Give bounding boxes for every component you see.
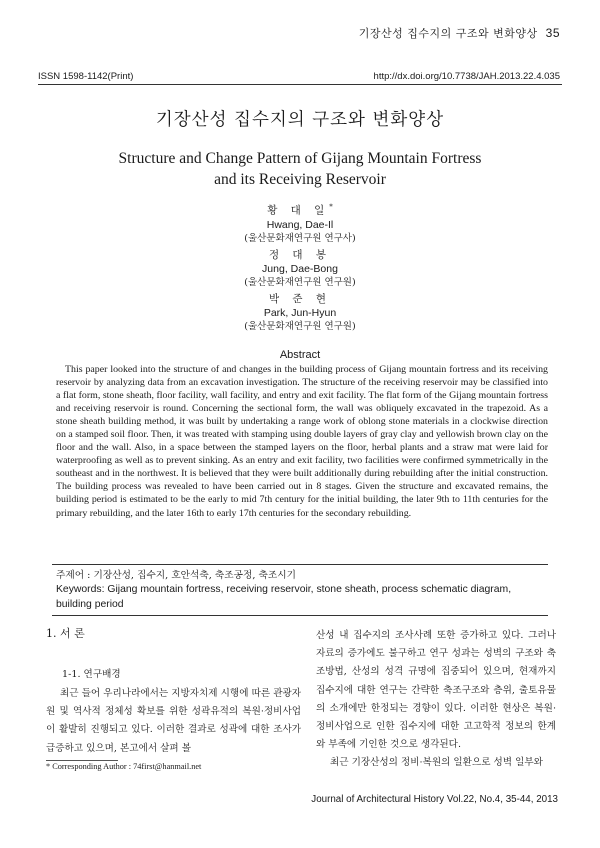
running-head xyxy=(359,25,560,41)
paper-title-korean: 기장산성 집수지의 구조와 변화양상 xyxy=(155,110,445,130)
doi-link[interactable]: http://dx.doi.org/10.7738/JAH.2013.22.4.035 xyxy=(373,71,560,82)
author-english-name: Park, Jun-Hyun xyxy=(263,307,337,319)
header-divider xyxy=(38,84,562,85)
footnote: * Corresponding Author : 74first@hanmail.net xyxy=(46,762,202,771)
page-number: 35 xyxy=(545,26,560,40)
author-korean-name: 박 준 현 xyxy=(268,293,332,305)
author-mark: * xyxy=(329,203,333,211)
keywords-korean: 주제어 : 기장산성, 집수지, 호안석축, 축조공정, 축조시기 xyxy=(56,570,296,581)
author-affiliation: (울산문화재연구원 연구사) xyxy=(244,232,356,244)
author-block-2 xyxy=(0,248,600,290)
right-column-paragraph-2: 최근 기장산성의 정비·복원의 일환으로 성벽 일부와 xyxy=(330,757,543,769)
author-korean-name: 정 대 봉 xyxy=(268,249,332,261)
section-heading: 1. 서 론 xyxy=(46,627,85,640)
author-english-name: Jung, Dae-Bong xyxy=(262,263,338,275)
right-column xyxy=(316,627,556,773)
author-block-3 xyxy=(0,292,600,334)
abstract-text: This paper looked into the structure of and changes in the building process of Gijang mountain fortress and its receiving reservoir by analyzing data from an excavation investigation. The structure of the receiving reservoir may be classified into a flat form, stone sheath, floor facility, wall facility, and entry and exit facility. The flat form of the Gijang mountain fortress and receiving reservoir is round. Concerning the sectional form, the wall was obliquely excavated in the trapezoid. As a stone sheath building method, it was built by undertaking a range work of oblong stone materials in a clockwise direction on a stamped soil floor. Then, it was treated with stamping using double layers of gray clay and yellowish brown clay on the floor and the wall. Also, in a space between the stamped layers on the floor, herbal plants and a straw mat were laid for waterproofing as well as to prevent sinking. As an entry and exit facility, two facilities were confirmed symmetrically in the southeast and in the northwest. It is believed that they were built additionally during rebuilding after the initial construction. The building process was revealed to have been carried out in 8 stages. Given the structure and excavated remains, the building period is estimated to be the early to mid 7th century for the initial building, the later 9th to 11th centuries for the primary rebuilding, and the later 16th to early 17th centuries for the secondary rebuilding. xyxy=(56,364,548,519)
subsection-heading: 1-1. 연구배경 xyxy=(62,669,121,680)
author-korean-name: 황 대 일 xyxy=(267,204,330,217)
paper-title-english xyxy=(0,148,600,190)
footnote-divider xyxy=(46,760,118,761)
right-column-text: 산성 내 집수지의 조사사례 또한 증가하고 있다. 그러나 자료의 증가에도 불구하고 연구 성과는 성벽의 구조와 축조방법, 산성의 성격 규명에 집중되어 있으며, 현재까지 집수지에 대한 연구는 간략한 축조구조와 층위, 출토유물의 소개에만 한정되는 경향이 있다. 이러한 현상은 복원·정비사업으로 인한 집수지에 대한 고고학적 정보의 한계와 부족에 기인한 것으로 생각된다. xyxy=(316,630,556,751)
title-english-line1: Structure and Change Pattern of Gijang Mountain Fortress xyxy=(118,150,482,167)
left-column-text: 최근 들어 우리나라에서는 지방자치제 시행에 따른 관광자원 및 역사적 정체성 확보를 위한 성곽유적의 복원·정비사업이 활발히 진행되고 있다. 이러한 결과로 성곽에 대한 조사가 급증하고 있으며, 본고에서 살펴 볼 xyxy=(46,688,301,754)
author-affiliation: (울산문화재연구원 연구원) xyxy=(244,277,356,288)
running-title: 기장산성 집수지의 구조와 변화양상 xyxy=(358,27,538,40)
issn: ISSN 1598-1142(Print) xyxy=(38,71,134,82)
author-block-1 xyxy=(0,200,600,246)
journal-footer: Journal of Architectural History Vol.22, No.4, 35-44, 2013 xyxy=(311,794,558,805)
abstract-heading: Abstract xyxy=(279,349,321,361)
author-english-name: Hwang, Dae-Il xyxy=(266,218,334,231)
title-english-line2: and its Receiving Reservoir xyxy=(214,171,386,188)
keywords-english: Keywords: Gijang mountain fortress, receiving reservoir, stone sheath, process schematic diagram, building period xyxy=(56,584,512,610)
author-affiliation: (울산문화재연구원 연구원) xyxy=(244,321,356,332)
